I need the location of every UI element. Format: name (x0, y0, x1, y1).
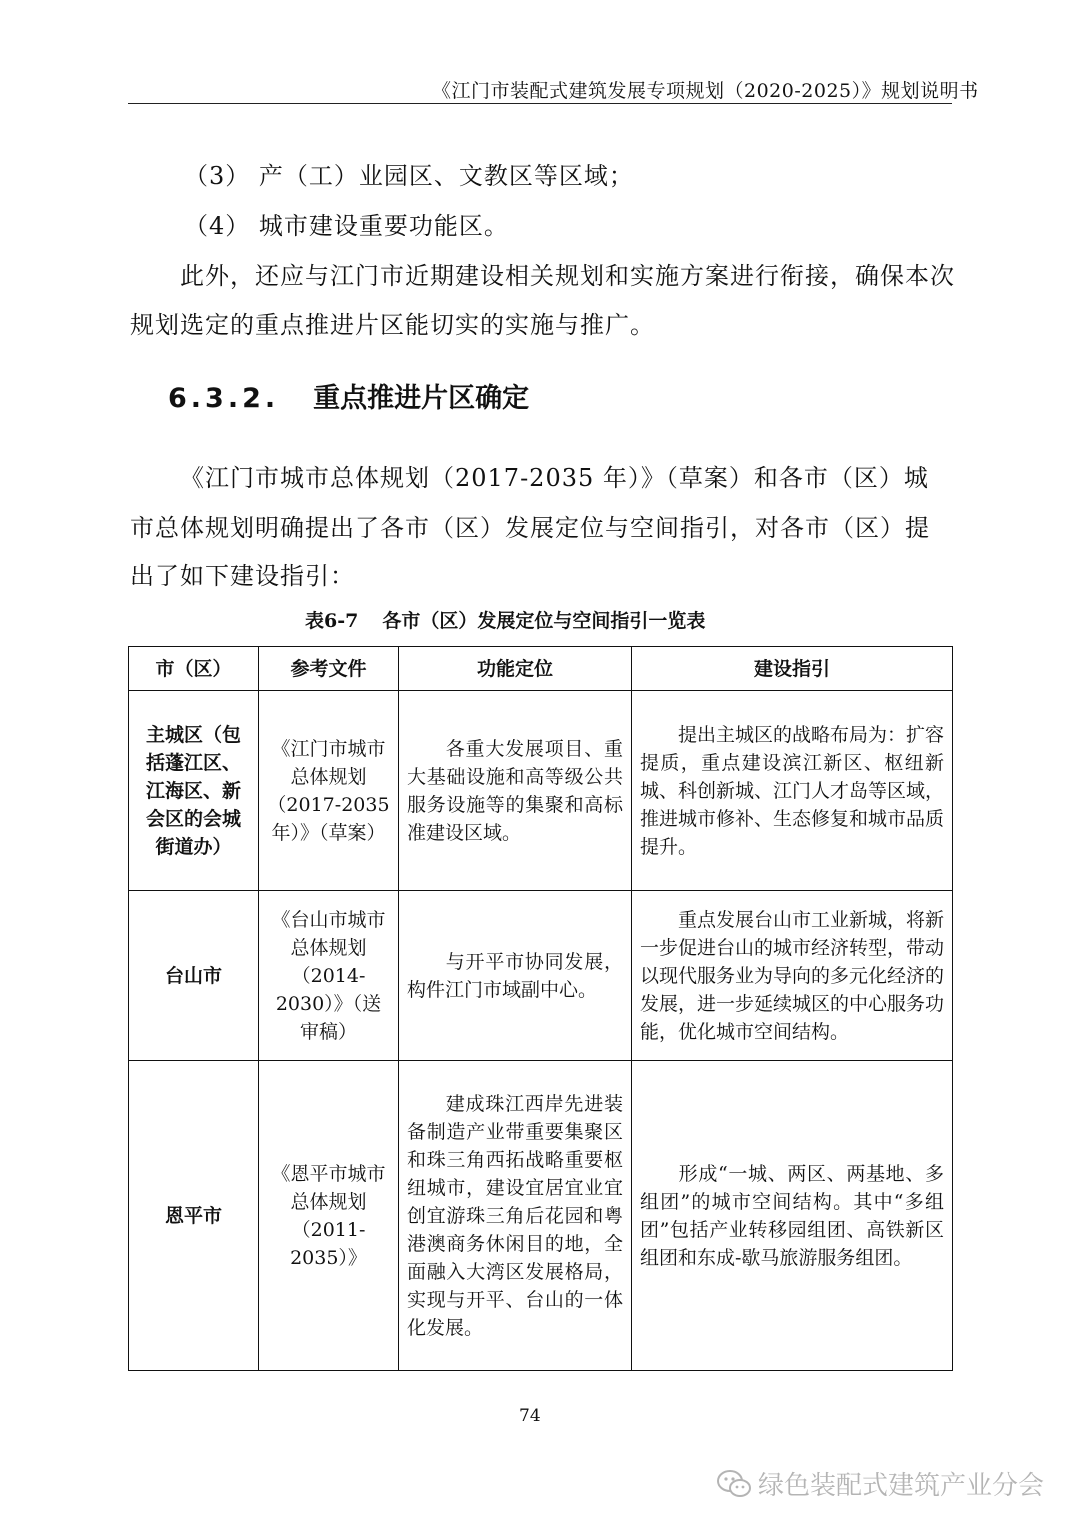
table-header-row (129, 647, 953, 691)
watermark (716, 1465, 1044, 1502)
list-item-3: （3） 产（工）业园区、文教区等区域； (184, 162, 634, 190)
cell-city: 台山市 (129, 891, 259, 1061)
table-caption (305, 606, 705, 633)
table-row (129, 891, 953, 1061)
paragraph-1-line-2: 规划选定的重点推进片区能切实的实施与推广。 (130, 311, 655, 339)
cell-reference: 《江门市城市总体规划（2017-2035年）》（草案） (259, 691, 399, 891)
header-guideline: 建设指引 (632, 647, 953, 691)
development-guidance-table (128, 646, 953, 1371)
cell-guideline-text: 形成“一城、两区、两基地、多组团”的城市空间结构。其中“多组团”包括产业转移园组团、高铁新区组团和东成-歇马旅游服务组团。 (640, 1162, 944, 1269)
table-caption-title: 各市（区）发展定位与空间指引一览表 (382, 610, 706, 632)
cell-guideline (632, 691, 953, 891)
cell-reference: 《恩平市城市总体规划（2011-2035）》 (259, 1061, 399, 1371)
wechat-icon (716, 1469, 752, 1499)
section-title: 重点推进片区确定 (313, 383, 530, 414)
header-divider (128, 103, 952, 104)
page-number: 74 (519, 1406, 541, 1426)
table-row (129, 691, 953, 891)
table-row (129, 1061, 953, 1371)
cell-guideline-text: 提出主城区的战略布局为：扩容提质，重点建设滨江新区、枢纽新城、科创新城、江门人才岛等区域，推进城市修补、生态修复和城市品质提升。 (640, 723, 945, 858)
paragraph-2-line-3: 出了如下建设指引： (130, 562, 355, 590)
paragraph-1-line-1: 此外，还应与江门市近期建设相关规划和实施方案进行衔接，确保本次 (180, 262, 955, 290)
header-reference: 参考文件 (259, 647, 399, 691)
header-city: 市（区） (129, 647, 259, 691)
cell-function-text: 建成珠江西岸先进装备制造产业带重要集聚区和珠三角西拓战略重要枢纽城市，建设宜居宜业宜创宜游珠三角后花园和粤港澳商务休闲目的地，全面融入大湾区发展格局，实现与开平、台山的一体化发展。 (407, 1092, 623, 1339)
cell-guideline (632, 1061, 953, 1371)
cell-reference: 《台山市城市总体规划（2014-2030）》（送审稿） (259, 891, 399, 1061)
cell-function-text: 各重大发展项目、重大基础设施和高等级公共服务设施等的集聚和高标准建设区域。 (407, 737, 623, 844)
section-heading (168, 376, 529, 415)
cell-function (399, 1061, 632, 1371)
list-item-4: （4） 城市建设重要功能区。 (184, 212, 509, 240)
cell-function (399, 691, 632, 891)
table-caption-number: 表6-7 (305, 610, 359, 632)
cell-city: 主城区（包括蓬江区、江海区、新会区的会城街道办） (129, 691, 259, 891)
paragraph-2-line-2: 市总体规划明确提出了各市（区）发展定位与空间指引，对各市（区）提 (130, 514, 930, 542)
cell-function (399, 891, 632, 1061)
section-number: 6.3.2. (168, 383, 280, 414)
page-header: 《江门市装配式建筑发展专项规划（2020-2025）》规划说明书 (432, 80, 979, 102)
cell-city: 恩平市 (129, 1061, 259, 1371)
cell-guideline-text: 重点发展台山市工业新城，将新一步促进台山的城市经济转型，带动以现代服务业为导向的多元化经济的发展，进一步延续城区的中心服务功能，优化城市空间结构。 (640, 908, 945, 1043)
cell-function-text: 与开平市协同发展，构件江门市域副中心。 (407, 950, 623, 1001)
header-function: 功能定位 (399, 647, 632, 691)
watermark-text: 绿色装配式建筑产业分会 (758, 1471, 1045, 1501)
cell-guideline (632, 891, 953, 1061)
paragraph-2-line-1: 《江门市城市总体规划（2017-2035 年）》（草案）和各市（区）城 (180, 464, 929, 492)
